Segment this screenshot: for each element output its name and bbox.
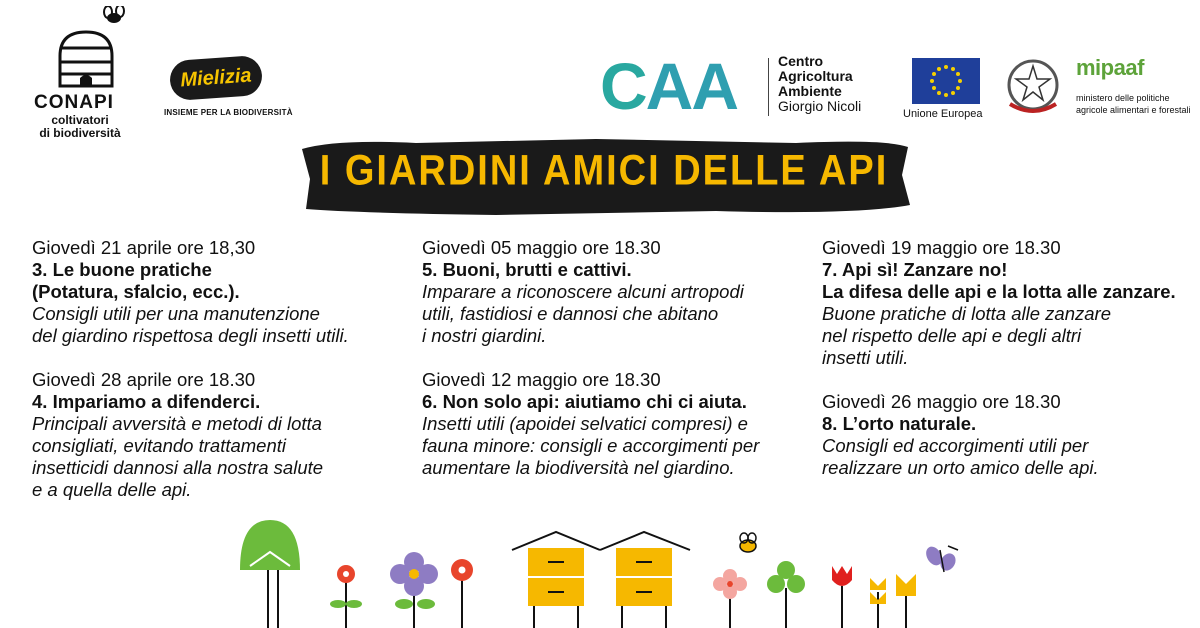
butterfly-icon — [923, 544, 959, 573]
event-description: utili, fastidiosi e dannosi che abitano — [422, 303, 719, 324]
caa-letter-c: C — [600, 49, 646, 123]
event-title: 4. Impariamo a difenderci. — [32, 391, 261, 412]
event-title: (Potatura, sfalcio, ecc.). — [32, 281, 240, 302]
flower-icon — [451, 559, 473, 628]
beehive-icon — [512, 532, 600, 628]
event-item — [422, 369, 802, 479]
caa-name-line: Centro — [778, 53, 824, 69]
event-item — [822, 391, 1192, 479]
italian-republic-emblem-icon — [1002, 54, 1064, 116]
event-title: 3. Le buone pratiche — [32, 259, 212, 280]
event-description: Principali avversità e metodi di lotta — [32, 413, 322, 434]
event-description: Consigli utili per una manutenzione — [32, 303, 320, 324]
conapi-logo-name: CONAPI — [34, 92, 114, 113]
event-title: 6. Non solo api: aiutiamo chi ci aiuta. — [422, 391, 747, 412]
event-description: e a quella delle api. — [32, 479, 192, 500]
caa-divider — [768, 58, 769, 116]
clover-icon — [767, 561, 805, 628]
flower-bud-icon — [870, 578, 886, 628]
caa-letters-aa: AA — [645, 49, 737, 123]
mipaaf-subtitle-line: agricole alimentari e forestali — [1076, 105, 1191, 115]
events-column-2 — [422, 237, 802, 501]
event-description: Buone pratiche di lotta alle zanzare — [822, 303, 1111, 324]
event-date: Giovedì 21 aprile ore 18,30 — [32, 237, 256, 258]
event-item — [422, 237, 802, 347]
event-date: Giovedì 05 maggio ore 18.30 — [422, 237, 661, 258]
bee-icon — [740, 533, 756, 552]
eu-flag-icon — [912, 58, 980, 104]
flower-icon — [330, 565, 362, 628]
event-date: Giovedì 12 maggio ore 18.30 — [422, 369, 661, 390]
caa-name-line: Agricoltura — [778, 68, 853, 84]
events-column-3 — [822, 237, 1192, 501]
event-description: fauna minore: consigli e accorgimenti per — [422, 435, 760, 456]
tree-icon — [240, 520, 300, 628]
conapi-subtitle-line: di biodiversità — [39, 126, 121, 140]
event-description: nel rispetto delle api e degli altri — [822, 325, 1082, 346]
caa-logo-mark — [600, 48, 737, 124]
caa-name-line: Giorgio Nicoli — [778, 98, 862, 114]
event-title: 5. Buoni, brutti e cattivi. — [422, 259, 632, 280]
event-description: del giardino rispettosa degli insetti utili. — [32, 325, 349, 346]
caa-logo-name — [778, 54, 861, 114]
mipaaf-logo-name: mipaaf — [1076, 55, 1144, 80]
conapi-hive-icon — [50, 6, 134, 92]
event-title: La difesa delle api e la lotta alle zanzare. — [822, 281, 1176, 302]
mielizia-tagline: INSIEME PER LA BIODIVERSITÀ — [164, 108, 293, 117]
event-title: 8. L’orto naturale. — [822, 413, 977, 434]
garden-illustration — [0, 500, 1200, 628]
event-description: i nostri giardini. — [422, 325, 547, 346]
event-date: Giovedì 26 maggio ore 18.30 — [822, 391, 1061, 412]
event-description: Insetti utili (apoidei selvatici compresi) e — [422, 413, 748, 434]
mipaaf-subtitle-line: ministero delle politiche — [1076, 93, 1170, 103]
eu-label: Unione Europea — [903, 108, 983, 120]
tulip-icon — [832, 566, 852, 628]
event-description: consigliati, evitando trattamenti — [32, 435, 286, 456]
conapi-logo-subtitle — [34, 114, 126, 140]
mielizia-logo-name: Mielizia — [179, 64, 253, 91]
event-description: realizzare un orto amico delle api. — [822, 457, 1099, 478]
flower-icon — [390, 552, 438, 628]
event-date: Giovedì 19 maggio ore 18.30 — [822, 237, 1061, 258]
events-column-1 — [32, 237, 402, 523]
event-description: Consigli ed accorgimenti utili per — [822, 435, 1089, 456]
mielizia-logo — [169, 55, 264, 101]
flower-icon — [713, 569, 747, 628]
event-item — [822, 237, 1192, 369]
event-date: Giovedì 28 aprile ore 18.30 — [32, 369, 256, 390]
event-description: Imparare a riconoscere alcuni artropodi — [422, 281, 744, 302]
conapi-subtitle-line: coltivatori — [51, 113, 109, 127]
page-title: I GIARDINI AMICI DELLE API — [319, 147, 889, 195]
beehive-icon — [600, 532, 690, 628]
event-description: aumentare la biodiversità nel giardino. — [422, 457, 735, 478]
event-item — [32, 237, 402, 347]
mipaaf-logo-subtitle — [1076, 92, 1191, 116]
event-item — [32, 369, 402, 501]
event-description: insetticidi dannosi alla nostra salute — [32, 457, 324, 478]
flower-bud-icon — [896, 574, 916, 628]
event-description: insetti utili. — [822, 347, 909, 368]
caa-name-line: Ambiente — [778, 83, 842, 99]
event-title: 7. Api sì! Zanzare no! — [822, 259, 1008, 280]
